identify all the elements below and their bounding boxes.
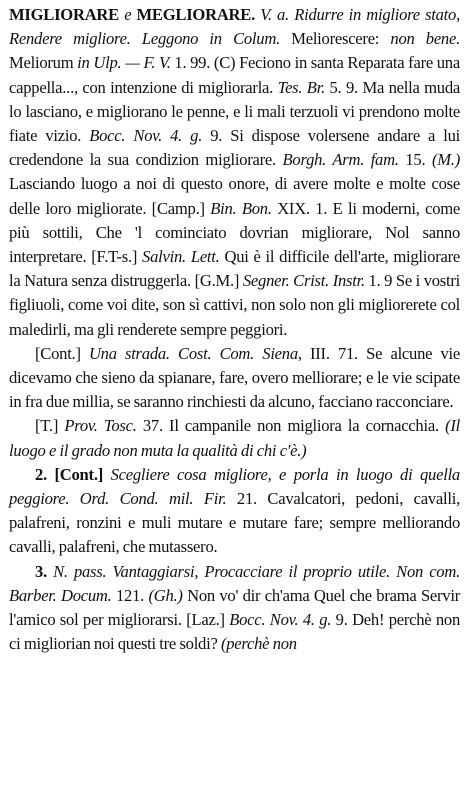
- citation-text: 9. Deh! perchè non ci migliorian noi questi tre soldi?: [9, 610, 460, 654]
- citation-source: Tes. Br.: [277, 77, 325, 97]
- sense-paragraph: [9, 463, 460, 560]
- citation-source: Bocc. Nov. 4. g.: [229, 610, 332, 630]
- sense-paragraph: [9, 414, 460, 462]
- citation-source: Bin. Bon.: [210, 198, 272, 218]
- sense-number: 2. [Cont.]: [35, 464, 103, 484]
- citation-source: Prov. Tosc.: [64, 416, 137, 436]
- gloss-text: (Il luogo e il grado non muta la qualità di chi c'è.): [9, 416, 460, 460]
- citation-source: Una strada. Cost. Com. Siena: [88, 343, 298, 363]
- headword: MIGLIORARE: [9, 5, 119, 24]
- citation-source: Segner. Crist. Instr.: [242, 271, 365, 291]
- citation-text: Non vo' dir ch'ama Quel che brama Servir l'amico sol per migliorarsi. [Laz.]: [9, 585, 460, 630]
- editor-mark: [Cont.]: [35, 343, 81, 363]
- note-text: non bene.: [390, 29, 460, 49]
- definition-text: V. a. Ridurre in migliore stato, Rendere migliore. Leggono in Colum.: [9, 5, 460, 49]
- entry-definition: [9, 3, 460, 342]
- headword-conjunction: e: [124, 5, 132, 24]
- citation-source: in Ulp. — F. V.: [77, 53, 171, 73]
- headword-variant: MEGLIORARE.: [136, 5, 256, 24]
- editor-mark: [T.]: [35, 416, 59, 436]
- citation-text: 21. Cavalcatori, pedoni, cavalli, palafreni, ronzini e muli mutare e mutare fare; sempre melliorando cavalli, palafreni, che mutassero.: [9, 489, 461, 557]
- citation-text: 15.: [405, 150, 426, 170]
- citation-source: Borgh. Arm. fam.: [282, 150, 399, 170]
- citation-source: Bocc. Nov. 4. g.: [89, 126, 203, 146]
- latin-word: Meliorescere:: [291, 29, 380, 49]
- citation-text: , III. 71. Se alcune vie dicevamo che sieno da spianare, fare, overo melliorare; e le vie scipate in fra due millia, se saranno rinchiesti da alcuno, facciano racconciare.: [9, 343, 460, 412]
- editor-mark: (Gh.): [148, 585, 183, 605]
- sense-paragraph: [9, 342, 460, 415]
- gloss-text: (perchè non: [220, 634, 297, 654]
- citation-text: Qui è il difficile dell'arte, migliorare la Natura senza distruggerla. [G.M.]: [9, 247, 460, 291]
- citation-source: Salvin. Lett.: [142, 247, 220, 267]
- citation-text: 5. 9. Ma nella muda lo lasciano, e migliorano le penne, e li mali terzuoli vi prendono molte fiate vizio.: [9, 77, 460, 146]
- sense-number: 3.: [35, 561, 47, 581]
- latin-word: Meliorum: [9, 53, 74, 73]
- citation-text: 9. Si dispose volersene andare a lui credendone la sua condizion migliorare.: [9, 126, 461, 170]
- editor-mark: (M.): [431, 150, 460, 170]
- citation-text: 37. Il campanile non migliora la cornacchia.: [142, 416, 439, 436]
- sense-paragraph: [9, 560, 460, 657]
- citation-text: 121.: [116, 585, 145, 605]
- citation-text: XIX. 1. E li moderni, come più sottili, Che 'l cominciato dovrian migliorare, Nol sanno interpretare. [F.T-s.]: [9, 198, 461, 267]
- citation-text: 1. 9 Se i vostri figliuoli, come voi dite, son sì cattivi, non solo non gli migliorerete col maledirli, ma gli renderete sempre peggiori.: [9, 271, 460, 339]
- citation-text: 1. 99. (C) Feciono in santa Reparata fare una cappella..., con intenzione di migliorarla.: [9, 53, 460, 97]
- definition-text: N. pass. Vantaggiarsi, Procacciare il proprio utile. Non com. Barber. Docum.: [9, 561, 460, 605]
- definition-text: Scegliere cosa migliore, e porla in luogo di quella peggiore. Ord. Cond. mil. Fir.: [9, 464, 460, 509]
- citation-text: Lasciando luogo a noi di questo onore, di avere molte e molte cose delle loro migliorate. [Camp.]: [9, 174, 460, 218]
